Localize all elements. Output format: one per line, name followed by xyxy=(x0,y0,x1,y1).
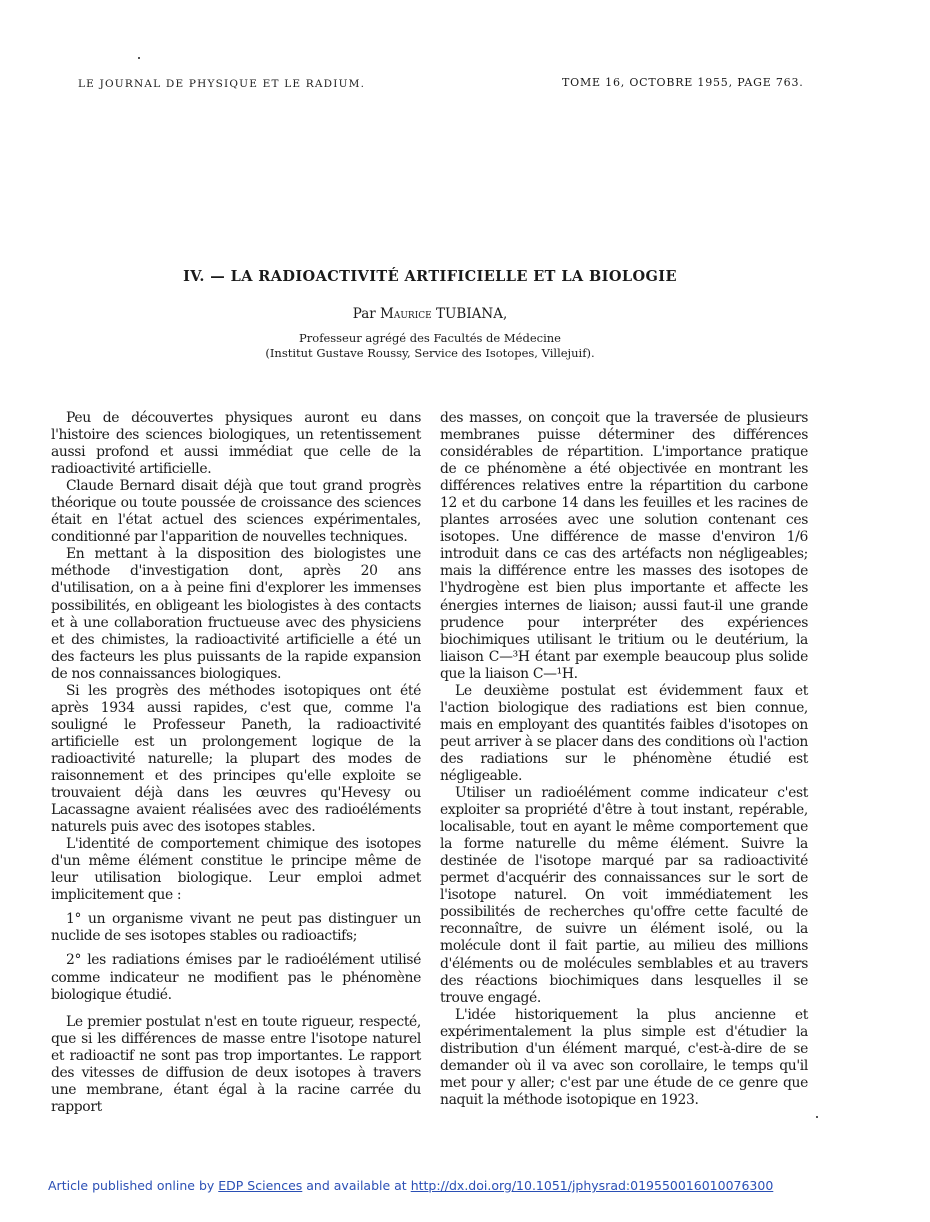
scan-speck xyxy=(816,1116,818,1118)
author-prefix: Par xyxy=(352,306,376,322)
affiliation-line-1: Professeur agrégé des Facultés de Médecine xyxy=(299,331,561,345)
paragraph: Claude Bernard disait déjà que tout grand progrès théorique ou toute poussée de croissance des sciences était en l'état actuel des sciences expérimentales, conditionné par l'apparition de nouvelles techniques. xyxy=(51,478,421,546)
footer-prefix: Article published online by xyxy=(48,1178,215,1193)
paragraph: Peu de découvertes physiques auront eu dans l'histoire des sciences biologiques, un retentissement aussi profond et aussi immédiat que celle de la radioactivité artificielle. xyxy=(51,410,421,478)
affiliation-line-2: (Institut Gustave Roussy, Service des Isotopes, Villejuif). xyxy=(265,346,595,360)
paragraph: des masses, on conçoit que la traversée de plusieurs membranes puisse déterminer des différences considérables de répartition. L'importance pratique de ce phénomène a été objectivée en montrant les différences relatives entre la répartition du carbone 12 et du carbone 14 dans les feuilles et les racines de plantes arrosées avec une solution contenant ces isotopes. Une différence de masse d'environ 1/6 introduit dans ce cas des artéfacts non négligeables; mais la différence entre les masses des isotopes de l'hydrogène est bien plus importante et affecte les énergies internes de liaison; aussi faut-il une grande prudence pour interpréter des expériences biochimiques utilisant le tritium ou le deutérium, la liaison C—³H étant par exemple beaucoup plus solide que la liaison C—¹H. xyxy=(440,410,808,682)
postulate-1: 1° un organisme vivant ne peut pas distinguer un nuclide de ses isotopes stables ou radioactifs; xyxy=(51,911,421,945)
publication-footer xyxy=(48,1178,773,1193)
doi-link[interactable]: http://dx.doi.org/10.1051/jphysrad:019550016010076300 xyxy=(410,1178,774,1193)
paragraph: Si les progrès des méthodes isotopiques ont été après 1934 aussi rapides, c'est que, comme l'a souligné le Professeur Paneth, la radioactivité artificielle est un prolongement logique de la radioactivité naturelle; la plupart des modes de raisonnement et des principes qu'elle exploite se trouvaient déjà dans les œuvres qu'Hevesy ou Lacassagne avaient réalisées avec des radioéléments naturels puis avec des isotopes stables. xyxy=(51,682,421,836)
publisher-link[interactable]: EDP Sciences xyxy=(218,1178,303,1193)
author-first-name: Maurice xyxy=(380,306,432,322)
scan-speck xyxy=(138,57,140,59)
paragraph: Le deuxième postulat est évidemment faux et l'action biologique des radiations est bien connue, mais en employant des quantités faibles d'isotopes on peut arriver à se placer dans des conditions où l'action des radiations sur le phénomène étudié est négligeable. xyxy=(440,682,808,784)
paragraph: Le premier postulat n'est en toute rigueur, respecté, que si les différences de masse entre l'isotope naturel et radioactif ne sont pas trop importantes. Le rapport des vitesses de diffusion de deux isotopes à travers une membrane, étant égal à la racine carrée du rapport xyxy=(51,1013,421,1115)
postulate-2: 2° les radiations émises par le radioélément utilisé comme indicateur ne modifient pas le phénomène biologique étudié. xyxy=(51,952,421,1003)
journal-running-head: LE JOURNAL DE PHYSIQUE ET LE RADIUM. xyxy=(78,78,366,90)
author-affiliation xyxy=(0,331,860,361)
footer-middle: and available at xyxy=(306,1178,407,1193)
author-line xyxy=(0,306,860,322)
right-column xyxy=(440,410,808,1109)
left-column xyxy=(51,410,421,1116)
paragraph: Utiliser un radioélément comme indicateur c'est exploiter sa propriété d'être à tout instant, repérable, localisable, tout en ayant le même comportement que la forme naturelle du même élément. Suivre la destinée de l'isotope marqué par sa radioactivité permet d'acquérir des connaissances sur le sort de l'isotope naturel. On voit immédiatement les possibilités de recherches qu'offre cette faculté de reconnaître, de suivre un élément isolé, ou la molécule dont il fait partie, au milieu des millions d'éléments ou de molécules semblables et au travers des réactions biochimiques dans lesquelles il se trouve engagé. xyxy=(440,785,808,1006)
issue-page-reference: TOME 16, OCTOBRE 1955, PAGE 763. xyxy=(562,76,804,89)
paragraph: En mettant à la disposition des biologistes une méthode d'investigation dont, après 20 ans d'utilisation, on a à peine fini d'explorer les immenses possibilités, en obligeant les biologistes à des contacts et à une collaboration fructueuse avec des physiciens et des chimistes, la radioactivité artificielle a été un des facteurs les plus puissants de la rapide expansion de nos connaissances biologiques. xyxy=(51,546,421,682)
article-title: IV. — LA RADIOACTIVITÉ ARTIFICIELLE ET LA BIOLOGIE xyxy=(183,268,677,285)
paragraph: L'idée historiquement la plus ancienne et expérimentalement la plus simple est d'étudier la distribution d'un élément marqué, c'est-à-dire de se demander où il va avec son corollaire, le temps qu'il met pour y aller; c'est par une étude de ce genre que naquit la méthode isotopique en 1923. xyxy=(440,1006,808,1108)
paragraph: L'identité de comportement chimique des isotopes d'un même élément constitue le principe même de leur utilisation biologique. Leur emploi admet implicitement que : xyxy=(51,836,421,904)
author-last-name: TUBIANA, xyxy=(436,306,508,322)
